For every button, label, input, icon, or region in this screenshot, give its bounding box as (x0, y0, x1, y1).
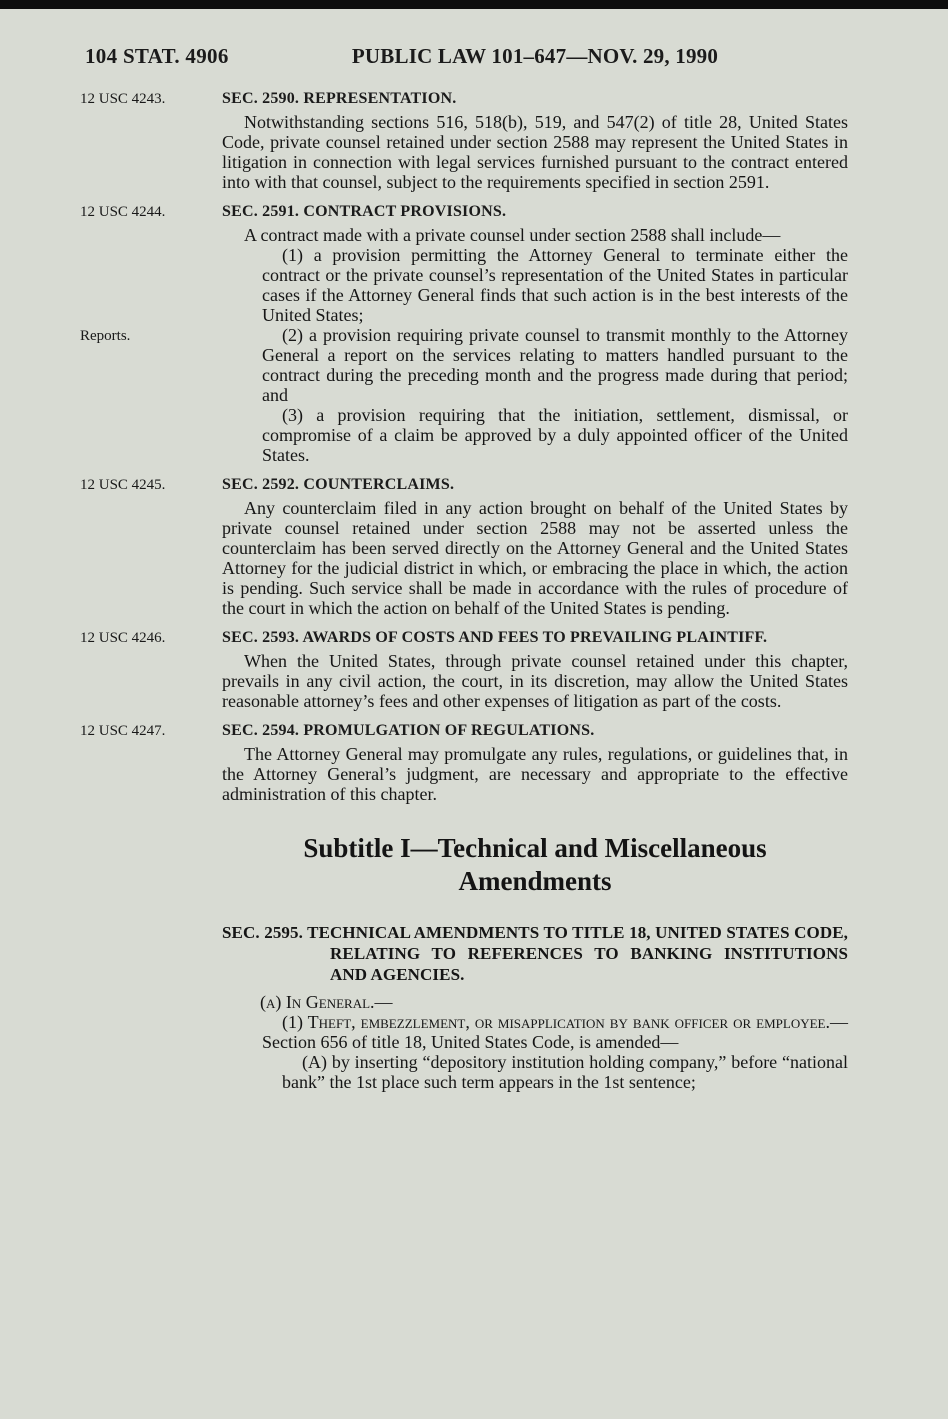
subsection-a (260, 992, 848, 1012)
section-2592-heading: SEC. 2592. COUNTERCLAIMS. (222, 476, 455, 493)
subsection-a-label: (a) In General.— (260, 992, 393, 1012)
usc-margin-note-4246: 12 USC 4246. (80, 630, 166, 646)
section-2594 (80, 720, 848, 804)
section-2593 (80, 627, 848, 711)
section-2595 (222, 922, 848, 1092)
section-2595-heading: SEC. 2595. TECHNICAL AMENDMENTS TO TITLE 18, UNITED STATES CODE, RELATING TO REFERENCES TO BANKING INSTITUTIONS AND AGENCIES. (222, 923, 848, 984)
paragraph-1-text: Section 656 of title 18, United States Code, is amended— (262, 1032, 679, 1052)
paragraph-1-heading: (1) Theft, embezzlement, or misapplication by bank officer or employee.— (282, 1012, 848, 1032)
section-2592 (80, 474, 848, 618)
reports-margin-note: Reports. (80, 328, 131, 344)
subparagraph-A: (A) by inserting “depository institution holding company,” before “national bank” the 1st place such term appears in the 1st sentence; (282, 1052, 848, 1092)
contract-item-3: (3) a provision requiring that the initiation, settlement, dismissal, or compromise of a claim be approved by a duly appointed officer of the United States. (262, 405, 848, 465)
usc-margin-note-4244: 12 USC 4244. (80, 204, 166, 220)
section-2591 (80, 201, 848, 465)
section-2591-heading: SEC. 2591. CONTRACT PROVISIONS. (222, 203, 507, 220)
section-2594-paragraph: The Attorney General may promulgate any rules, regulations, or guidelines that, in the Attorney General’s judgment, are necessary and appropriate to the effective administration of this chapter. (222, 744, 848, 804)
section-2594-heading: SEC. 2594. PROMULGATION OF REGULATIONS. (222, 722, 595, 739)
scan-top-edge (0, 0, 948, 9)
public-law-title: PUBLIC LAW 101–647—NOV. 29, 1990 (351, 44, 719, 68)
page-header (85, 44, 848, 70)
contract-item-2-wrap (80, 325, 848, 405)
section-2590-paragraph: Notwithstanding sections 516, 518(b), 519, and 547(2) of title 28, United States Code, private counsel retained under section 2588 may represent the United States in litigation in connection with legal services furnished pursuant to the contract entered into with that counsel, subject to the requirements specified in section 2591. (222, 112, 848, 192)
section-2591-intro: A contract made with a private counsel under section 2588 shall include— (244, 225, 781, 245)
subtitle-i-heading: Subtitle I—Technical and Miscellaneous Amendments (303, 833, 767, 896)
section-2593-heading: SEC. 2593. AWARDS OF COSTS AND FEES TO PREVAILING PLAINTIFF. (222, 629, 768, 646)
section-2593-paragraph: When the United States, through private counsel retained under this chapter, prevails in any civil action, the court, in its discretion, may allow the United States reasonable attorney’s fees and other expenses of litigation as part of the costs. (222, 651, 848, 711)
statute-body (80, 88, 848, 1101)
stat-page-number: 104 STAT. 4906 (85, 44, 229, 68)
section-2590-heading: SEC. 2590. REPRESENTATION. (222, 90, 457, 107)
paragraph-1 (262, 1012, 848, 1052)
section-2590 (80, 88, 848, 192)
contract-item-1: (1) a provision permitting the Attorney General to terminate either the contract or the private counsel’s representation of the United States in particular cases if the Attorney General finds that such action is in the best interests of the United States; (262, 245, 848, 325)
section-2592-paragraph: Any counterclaim filed in any action brought on behalf of the United States by private counsel retained under section 2588 may not be asserted unless the counterclaim has been served directly on the Attorney General and the United States Attorney for the judicial district in which, or embracing the place in which, the action is pending. Such service shall be made in accordance with the rules of procedure of the court in which the action on behalf of the United States is pending. (222, 498, 848, 618)
usc-margin-note-4247: 12 USC 4247. (80, 723, 166, 739)
usc-margin-note-4245: 12 USC 4245. (80, 477, 166, 493)
usc-margin-note-4243: 12 USC 4243. (80, 91, 166, 107)
contract-item-2: (2) a provision requiring private counsel to transmit monthly to the Attorney General a report on the services relating to matters handled pursuant to the contract during the preceding month and the progress made during that period; and (262, 325, 848, 405)
